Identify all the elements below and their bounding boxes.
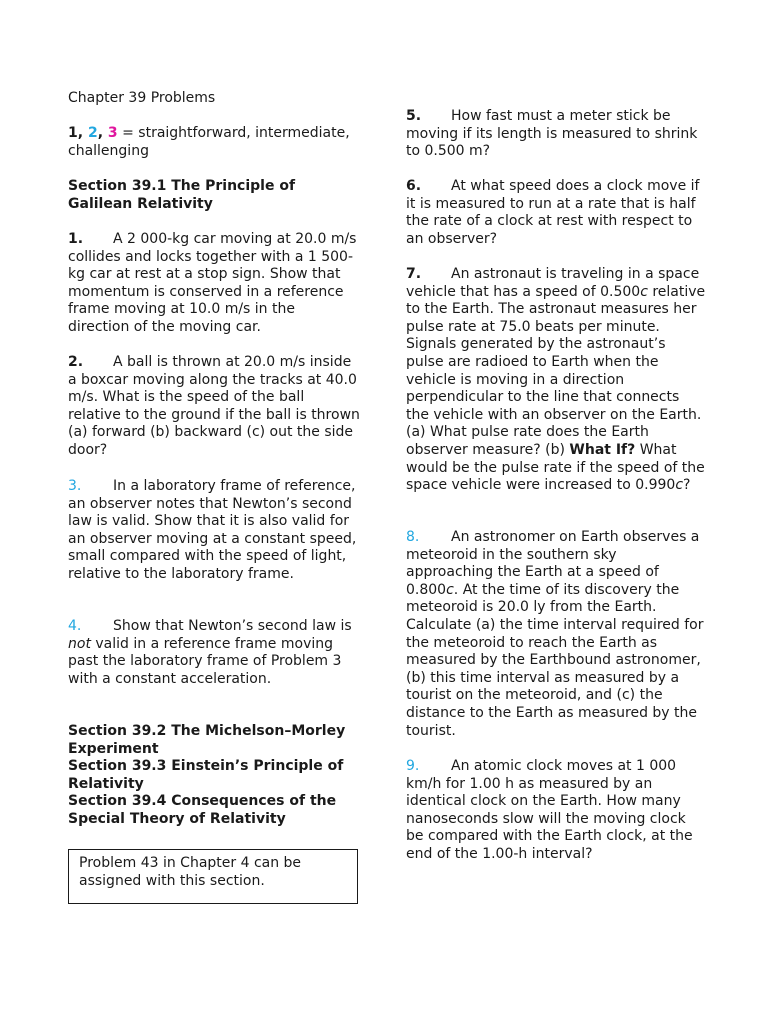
problem-6 [406, 178, 706, 248]
problem-text: A 2 000-kg car moving at 20.0 m/s collides and locks together with a 1 500-kg car at rest at a stop sign. Show that momentum is conserved in a reference frame moving at 10.0 m/s in the direction of the moving car. [68, 231, 357, 335]
what-if-label: What If? [569, 441, 636, 458]
speed-of-light-symbol: c [446, 581, 454, 598]
speed-of-light-symbol: c [640, 283, 648, 300]
problem-text: What would be the pulse rate if the speed of the space vehicle were increased to 0.990 [406, 441, 705, 494]
problem-text: An atomic clock moves at 1 000 km/h for 1.00 h as measured by an identical clock on the Earth. How many nanoseconds slow will the moving clock be compared with the Earth clock, at the end of the 1.00-h interval? [406, 758, 693, 862]
legend-straightforward: 1 [68, 125, 78, 141]
problem-text: At what speed does a clock move if it is measured to run at a rate that is half the rate of a clock at rest with respect to an observer? [406, 178, 700, 247]
problem-number: 3. [68, 478, 82, 494]
problem-1 [68, 231, 360, 337]
problem-text: valid in a reference frame moving past the laboratory frame of Problem 3 with a constant acceleration. [68, 635, 342, 687]
note-box [68, 849, 358, 904]
problem-number: 4. [68, 618, 82, 634]
problem-number: 1. [68, 231, 84, 247]
problem-text: An astronaut is traveling in a space vehicle that has a speed of 0.500 [406, 266, 700, 300]
section-heading-39-1: Section 39.1 The Principle of Galilean Relativity [68, 178, 296, 212]
problem-text: In a laboratory frame of reference, an observer notes that Newton’s second law is valid. Show that it is also valid for an observer moving at a constant speed, small compared with the speed of light, relative to the laboratory frame. [68, 478, 357, 582]
problem-text: An astronomer on Earth observes a meteoroid in the southern sky approaching the Earth at a speed of 0.800 [406, 529, 700, 598]
legend-challenging: 3 [107, 125, 118, 141]
problem-text: ? [683, 477, 691, 494]
section-heading-39-4: Section 39.4 Consequences of the Special Theory of Relativity [68, 793, 337, 827]
problem-text: relative to the Earth. The astronaut measures her pulse rate at 75.0 beats per minute. Signals generated by the astronaut’s pulse are radioed to Earth when the vehicle is moving in a direction perpendicular to the line that connects the vehicle with an observer on the Earth. (a) What pulse rate does the Earth observer measure? (b) [406, 283, 706, 458]
section-heading-39-3: Section 39.3 Einstein’s Principle of Relativity [68, 758, 344, 792]
problem-number: 7. [406, 266, 422, 282]
problem-text: Show that Newton’s second law is [113, 618, 352, 634]
section-heading-39-2: Section 39.2 The Michelson–Morley Experiment [68, 723, 346, 757]
problem-3 [68, 478, 360, 584]
problem-4 [68, 618, 360, 688]
problem-number: 9. [406, 758, 420, 774]
legend-text: = straightforward, intermediate, challenging [68, 125, 350, 159]
legend-separator: , [97, 125, 108, 141]
problem-number: 5. [406, 108, 422, 124]
note-text: Problem 43 in Chapter 4 can be assigned with this section. [79, 855, 302, 889]
emphasis-not: not [68, 635, 91, 652]
problem-text: How fast must a meter stick be moving if its length is measured to shrink to 0.500 m? [406, 108, 698, 160]
problem-number: 6. [406, 178, 422, 194]
problem-7 [406, 266, 706, 495]
problem-text: . At the time of its discovery the meteoroid is 20.0 ly from the Earth. Calculate (a) the time interval required for the meteoroid to reach the Earth as measured by the Earthbound astronomer, (b) this time interval as measured by a tourist on the meteoroid, and (c) the distance to the Earth as measured by the tourist. [406, 581, 704, 739]
problem-number: 8. [406, 529, 420, 545]
problem-text: A ball is thrown at 20.0 m/s inside a boxcar moving along the tracks at 40.0 m/s. What is the speed of the ball relative to the ground if the ball is thrown (a) forward (b) backward (c) out the side door? [68, 354, 360, 458]
section-headings-group [68, 723, 360, 829]
difficulty-legend [68, 125, 360, 160]
problem-8 [406, 529, 706, 740]
chapter-title: Chapter 39 Problems [68, 90, 216, 106]
legend-intermediate: 2 [87, 125, 98, 141]
legend-separator: , [77, 125, 88, 141]
problem-2 [68, 354, 360, 460]
problem-9 [406, 758, 706, 864]
speed-of-light-symbol: c [675, 477, 684, 494]
problem-5 [406, 108, 706, 161]
problem-number: 2. [68, 354, 84, 370]
